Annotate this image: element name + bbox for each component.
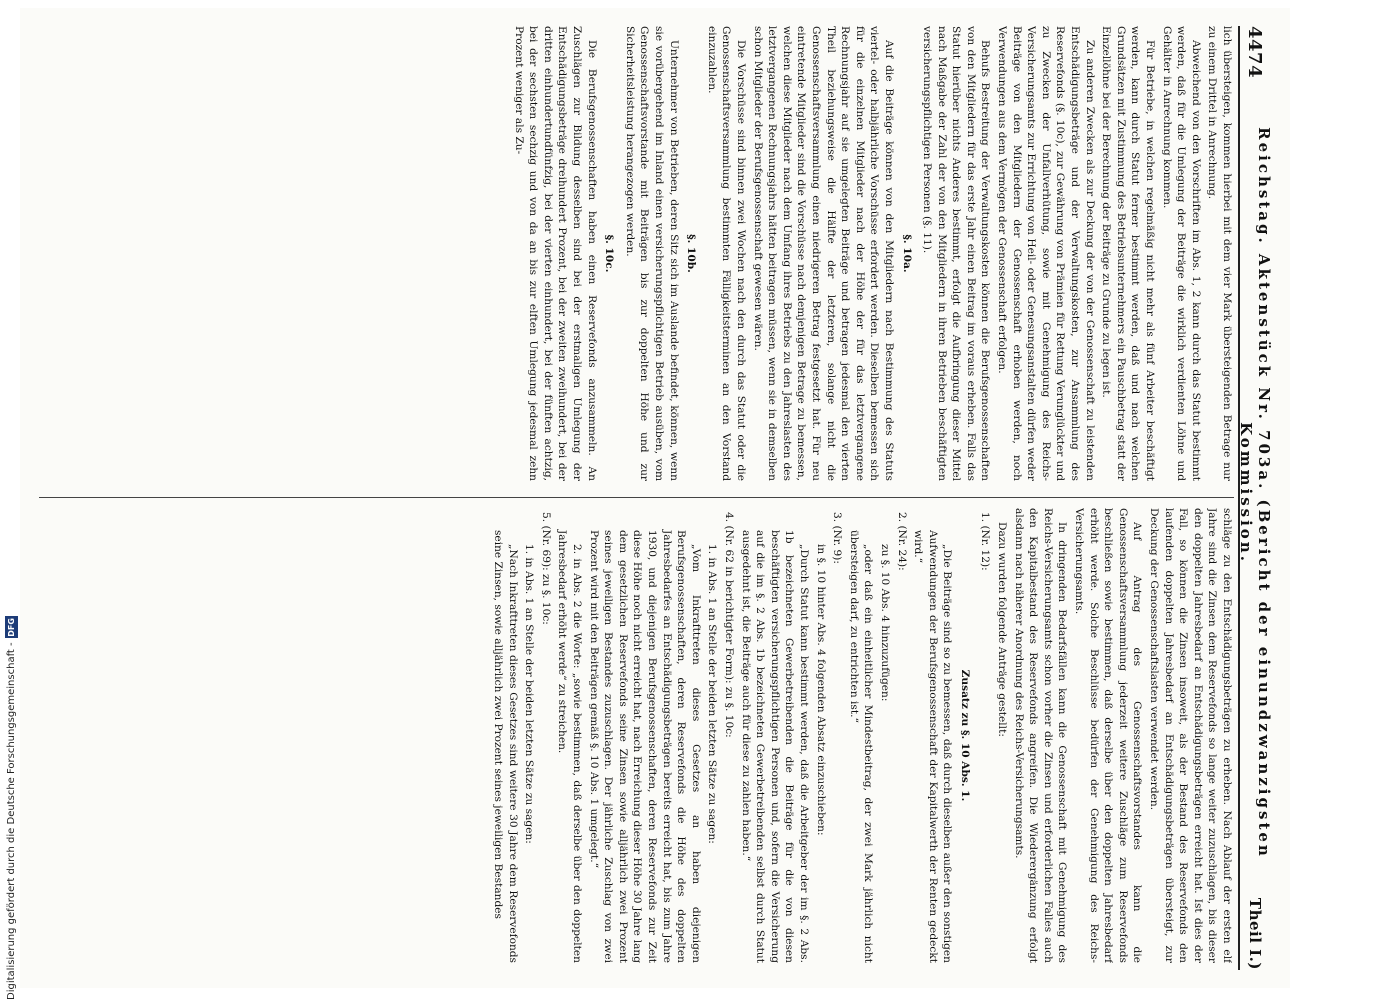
paragraph: Die Vorschüsse sind binnen zwei Wochen nach den durch das Statut oder die Genossenschaftsversammlung bestimmten Fälligkeitsterminen an den Vorstand einzuzahlen. [705, 26, 747, 481]
section-heading: §. 10a. [900, 234, 913, 273]
motion-subheading: Zusatz zu §. 10 Abs. 1. [958, 669, 971, 802]
page-number: 4474 [1244, 26, 1266, 79]
section-heading: §. 10c. [603, 234, 616, 273]
motion-text: zu §. 10 Abs. 4 hinzuzufügen: [878, 544, 891, 702]
motion-quote: „Nach Inkrafttreten dieses Gesetzes sind weitere 30 Jahre dem Reservefonds seine Zinsen, sowie alljährlich zwei Prozent seines jeweiligen Bestandes [492, 530, 519, 963]
credit-text: Digitalisierung gefördert durch die Deutsche Forschungsgemeinschaft - [6, 642, 17, 1000]
section-heading: §. 10b. [685, 234, 698, 273]
dfg-logo-icon: DFG [7, 618, 16, 637]
paragraph: schläge zu den Entschädigungsbeträgen zu erheben. Nach Ablauf der ersten elf Jahre sind die Zinsen dem Reservefonds so lange weiter zuzuschlagen, bis dieser den doppelten Jahresbedarf an Entschädigungsbeträgen erreicht hat. Ist dies der Fall, so können die Zinsen insoweit, als der Bestand des Reservefonds den laufenden doppelten Jahresbedarf an Entschädigungsbeträgen übersteigt, zur Deckung der Genossenschaftslasten verwendet werden. [1148, 508, 1233, 963]
motion-text: 1. in Abs. 1 an Stelle der beiden letzten Sätze zu sagen: [523, 544, 536, 844]
motion-heading: 4. (Nr. 62 in berichtigter Form): zu §. 10c: [723, 512, 735, 738]
motion-heading: 5. (Nr. 69): zu §. 10c: [539, 512, 552, 625]
motion-quote: „Vom Inkrafttreten dieses Gesetzes an haben diejenigen Berufsgenossenschaften, deren Reservefonds die Höhe des doppelten Jahresbedarfes an Entschädigungsbeträgen bereits erreicht hat, bis zum Jahre 1930, und diejenigen Berufsgenossenschaften, deren Reservefonds zur Zeit diese Höhe noch nicht erreicht hat, nach Erreichung dieser Höhe 30 Jahre lang dem gesetzlichen Reservefonds seine Zinsen sowie alljährlich zwei Prozent seines jeweiligen Bestandes zuzuschlagen. Der jährliche Zuschlag von zwei Prozent wird mit den Beiträgen gemäß §. 10 Abs. 1 umgelegt.“ [587, 530, 702, 963]
paragraph: Dazu wurden folgende Anträge gestellt: [996, 522, 1009, 737]
motion-quote: „oder daß ein einheitlicher Mindestbeitrag, der zwei Mark jährlich nicht übersteigen darf, zu entrichten ist.“ [847, 530, 875, 963]
paragraph: lich übersteigen, kommen hierbei mit dem vier Mark übersteigenden Betrage nur zu einem Drittel in Anrechnung. [1206, 26, 1233, 481]
paragraph: In dringenden Bedarfsfällen kann die Genossenschaft mit Genehmigung des Reichs-Versicherungsamts schon vorher die Zinsen und erforderlichen Falles auch den Kapitalbestand des Reservefonds angreifen. Die Wiederergänzung erfolgt alsdann nach näherer Anordnung des Reichs-Versicherungsamts. [1012, 508, 1069, 963]
paragraph: Abweichend von den Vorschriften im Abs. 1, 2 kann durch das Statut bestimmt werden, daß für die Umlegung der Beiträge die wirklich verdienten Löhne und Gehälter in Anrechnung kommen. [1160, 26, 1202, 481]
paragraph: Die Berufsgenossenschaften haben einen Reservefonds anzusammeln. An Zuschlägen zur Bildung desselben sind bei der erstmaligen Umlegung der Entschädigungsbeträge dreihundert Prozent, bei der zweiten zweihundert, bei der dritten einhundertundfünfzig, bei der vierten einhundert, bei der fünften achtzig, bei der sechsten sechzig und von da an bis zur elften Umlegung jedesmal zehn Prozent weniger als Zu- [512, 26, 598, 481]
motion-heading: 1. (Nr. 12): [979, 512, 992, 571]
document-page [20, 8, 1290, 988]
right-column [39, 508, 1234, 963]
column-divider [39, 497, 1234, 498]
motion-quote: „Die Beiträge sind so zu bemessen, daß durch dieselben außer den sonstigen Aufwendungen der Berufsgenossenschaft der Kapitalwerth der Renten gedeckt wird.“ [912, 530, 954, 963]
left-column [39, 26, 1234, 481]
paragraph: Auf die Beiträge können von den Mitgliedern nach Bestimmung des Statuts viertel- oder halbjährliche Vorschüsse erfordert werden. Dieselben bemessen sich für die einzelnen Mitglieder nach der Höhe der für das letztvergangene Rechnungsjahr auf sie umgelegten Beiträge und betragen jedesmal den vierten Theil beziehungsweise die Hälfte der letzteren, solange nicht die Genossenschaftsversammlung einen niedrigeren Betrag festgesetzt hat. Für neu eintretende Mitglieder sind die Vorschüsse nach demjenigen Betrage zu bemessen, welchen diese Mitglieder nach dem Umfang ihres Betriebs zu den Jahreslasten des letztvergangenen Rechnungsjahrs hätten beitragen müssen, wenn sie in demselben schon Mitglieder der Berufsgenossenschaft gewesen wären. [751, 26, 895, 481]
motion-text: 1. in Abs. 1 an Stelle der beiden letzten Sätze zu sagen: [706, 544, 719, 844]
running-head [1237, 26, 1273, 970]
motion-heading: 2. (Nr. 24): [895, 512, 908, 571]
motion-text: in §. 10 hinter Abs. 4 folgenden Absatz einzuschieben: [814, 544, 827, 836]
paragraph: Unternehmer von Betrieben, deren Sitz sich im Auslande befindet, können, wenn sie vorübergehend im Inland einen versicherungspflichtigen Betrieb ausüben, vom Genossenschaftsvorstande mit Beiträgen bis zur doppelten Höhe und zur Sicherheitsleistung herangezogen werden. [623, 26, 680, 481]
paragraph: Auf Antrag des Genossenschaftsvorstandes kann die Genossenschaftsversammlung jederzeit weitere Zuschläge zum Reservefonds beschließen sowie bestimmen, daß derselbe über den doppelten Jahresbedarf erhöht werde. Solche Beschlüsse bedürfen der Genehmigung des Reichs-Versicherungsamts. [1073, 508, 1144, 963]
running-title: Reichstag. Aktenstück Nr. 703a. (Bericht der einundzwanzigsten Kommission. [1237, 127, 1273, 859]
paragraph: Zu anderen Zwecken als zur Deckung der von der Genossenschaft zu leistenden Entschädigungsbeträge und der Verwaltungskosten, zur Ansammlung des Reservefonds (§. 10c), zur Gewährung von Prämien für Rettung Verunglückter und zu Zwecken der Unfallverhütung, sowie mit Genehmigung des Reichs-Versicherungsamts zur Errichtung von Heil- oder Genesungsanstalten dürfen weder Beiträge von den Mitgliedern der Genossenschaft erhoben werden, noch Verwendungen aus dem Vermögen der Genossenschaft erfolgen. [996, 26, 1096, 481]
motion-heading: 3. (Nr. 9): [831, 512, 844, 564]
digitization-credit [5, 616, 18, 1000]
paragraph: Behufs Bestreitung der Verwaltungskosten können die Berufsgenossenschaften von den Mitgliedern für das erste Jahr einen Beitrag im voraus erheben. Falls das Statut hierüber nichts Anderes bestimmt, erfolgt die Aufbringung dieser Mittel nach Maßgabe der Zahl der von den Mitgliedern in ihren Betrieben beschäftigten versicherungspflichtigen Personen (§. 11). [921, 26, 992, 481]
motion-text: 2. in Abs. 2 die Worte: „sowie bestimmen, daß derselbe über den doppelten Jahresbedarf erhöht werde“ zu streichen. [556, 530, 584, 963]
motion-quote: „Durch Statut kann bestimmt werden, daß die Arbeitgeber der im §. 2 Abs. 1b bezeichneten Gewerbetreibenden die Beiträge für die von diesen beschäftigten versicherungspflichtigen Personen und, sofern die Versicherung auf die im §. 2 Abs. 1b bezeichneten Gewerbetreibenden selbst durch Statut ausgedehnt ist, die Beiträge auch für diese zu zahlen haben.“ [739, 530, 810, 963]
paragraph: Für Betriebe, in welchen regelmäßig nicht mehr als fünf Arbeiter beschäftigt werden, kann durch Statut ferner bestimmt werden, daß und nach welchen Grundsätzen mit Zustimmung des Betriebsunternehmers ein Pauschbetrag statt der Einzellöhne bei der Berechnung der Beiträge zu Grunde zu legen ist. [1100, 26, 1157, 481]
part-label: Theil I.) [1246, 897, 1264, 970]
